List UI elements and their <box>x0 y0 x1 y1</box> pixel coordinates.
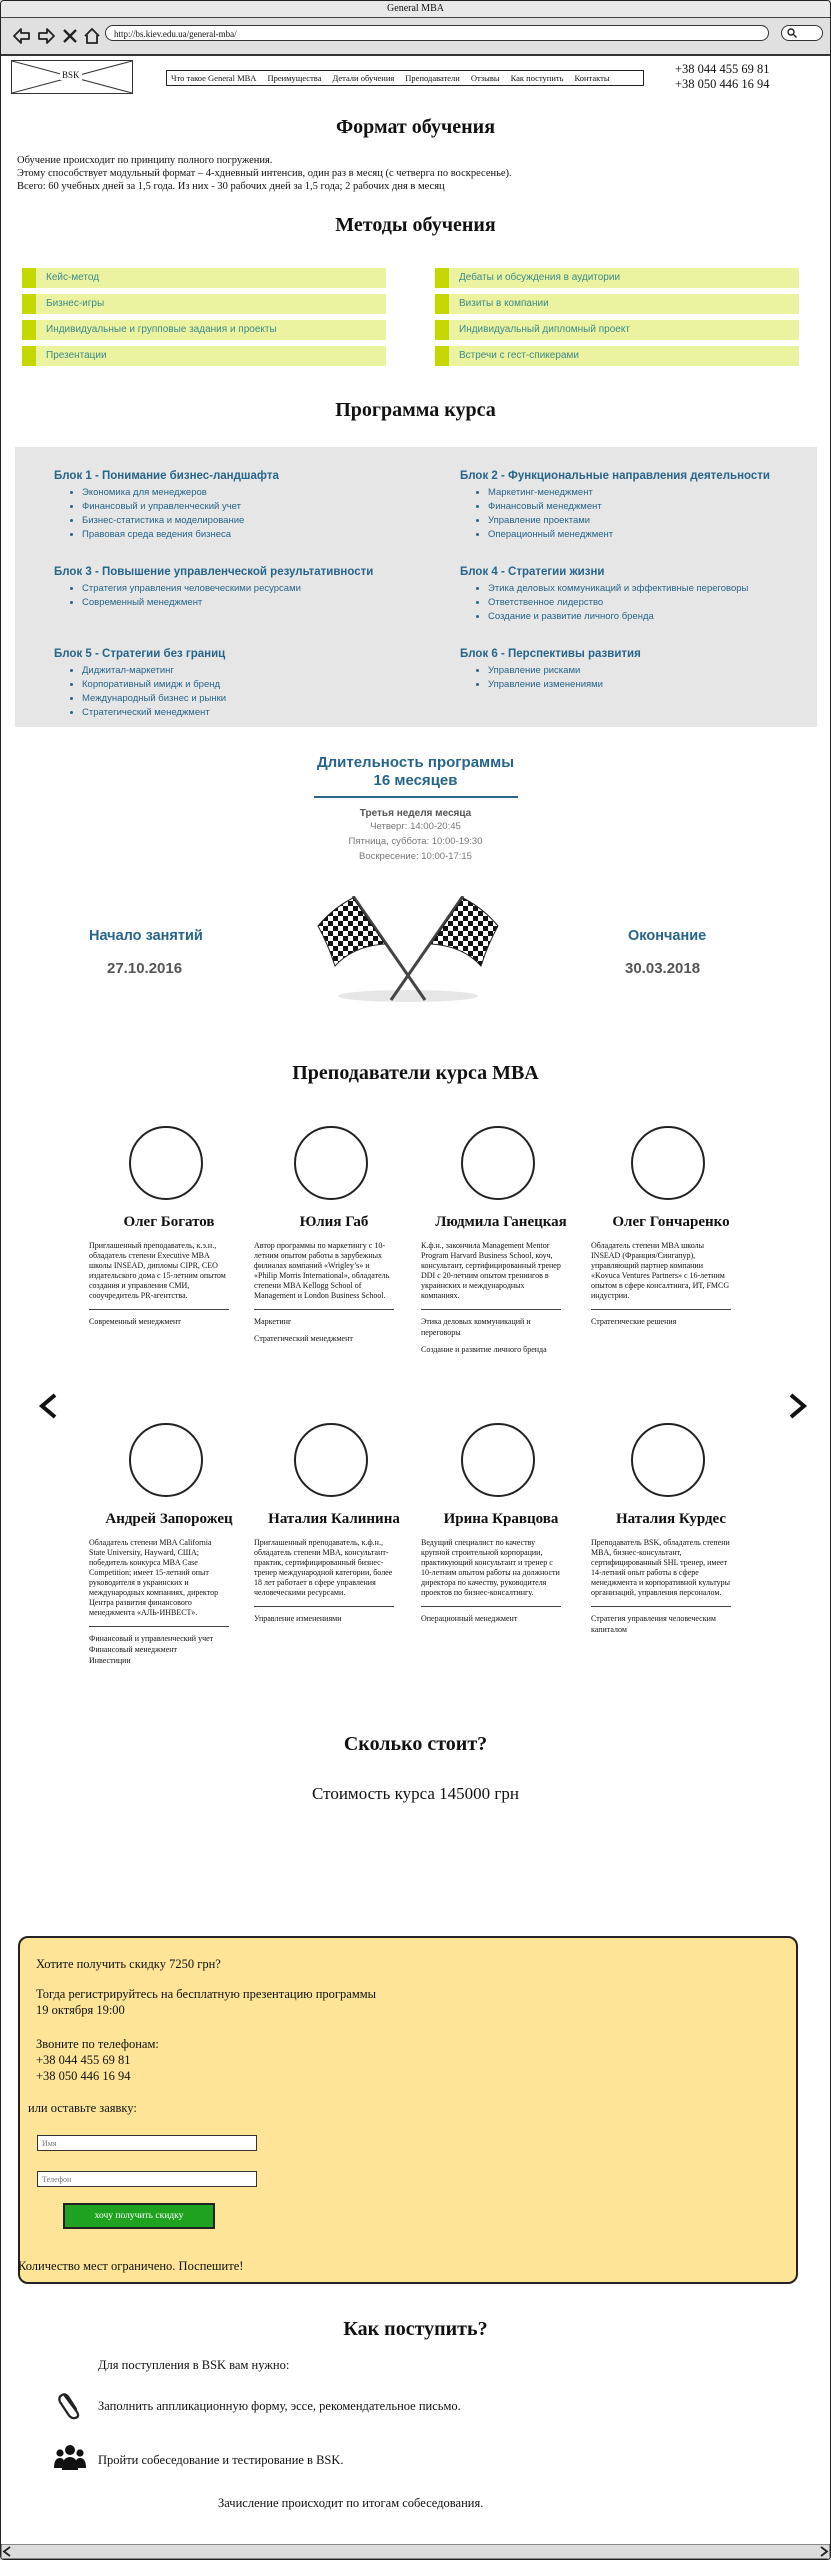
program-block-item: • Международный бизнес и рынки <box>82 692 226 706</box>
program-block-item: • Управление изменениями <box>488 678 641 692</box>
program-block-item: • Управление рисками <box>488 664 641 678</box>
teacher-course: Операционный менеджмент <box>421 1614 518 1623</box>
program-block-item: • Финансовый менеджмент <box>488 500 770 514</box>
teacher-photo <box>129 1423 203 1497</box>
teacher-name: Людмила Ганецкая <box>435 1214 567 1230</box>
start-date: 27.10.2016 <box>107 960 183 977</box>
teacher-photo <box>461 1423 535 1497</box>
teacher-name: Олег Богатов <box>123 1214 215 1230</box>
program-block-item: • Маркетинг-менеджмент <box>488 486 770 500</box>
program-block-item: • Правовая среда ведения бизнеса <box>82 528 279 542</box>
end-label: Окончание <box>628 928 707 944</box>
format-description <box>17 154 512 193</box>
teacher-courses <box>421 1613 571 1624</box>
teacher-divider <box>591 1309 731 1310</box>
menu-item-contacts[interactable]: Контакты <box>574 73 610 83</box>
teacher-card[interactable] <box>254 1423 414 1630</box>
program-block-title: Блок 2 - Функциональные направления деятельности <box>460 470 770 482</box>
teacher-name: Наталия Калинина <box>268 1511 400 1527</box>
apply-step-2: Пройти собеседование и тестирование в BSK. <box>98 2453 344 2467</box>
menu-item-details[interactable]: Детали обучения <box>332 73 395 83</box>
method-item: Презентации <box>22 346 386 366</box>
program-block-item: • Создание и развитие личного бренда <box>488 610 748 624</box>
program-block-3 <box>54 566 373 610</box>
menu-item-how-to-apply[interactable]: Как поступить <box>510 73 564 83</box>
teacher-courses <box>89 1316 239 1327</box>
program-block-item: • Стратегический менеджмент <box>82 706 226 720</box>
program-block-item: • Корпоративный имидж и бренд <box>82 678 226 692</box>
address-bar[interactable]: http://bs.kiev.edu.ua/general-mba/ <box>105 25 769 41</box>
teacher-course: Создание и развитие личного бренда <box>421 1345 547 1354</box>
teacher-bio: Преподаватель BSK, обладатель степени MBA, бизнес-консультант, сертифицированный SHL тренер, имеет 14-летний опыт работы в сфере менеджмента и корпоративной культуры организаций, управления персоналом. <box>591 1538 731 1597</box>
teacher-course: Маркетинг <box>254 1317 292 1326</box>
format-line: Всего: 60 учебных дней за 1,5 года. Из них - 30 рабочих дней за 1,5 года; 2 рабочих дня в месяц <box>17 181 445 192</box>
header-phone-1[interactable]: +38 044 455 69 81 <box>675 62 770 76</box>
teacher-courses <box>591 1316 741 1327</box>
checkered-flags-icon <box>313 896 503 1006</box>
teacher-course: Финансовый и управленческий учет <box>89 1634 214 1643</box>
teacher-course: Инвестиции <box>89 1656 131 1665</box>
teacher-bio: К.ф.н., закончила Management Mentor Program Harvard Business School, коуч, консультант, сертифицированный тренер DDI с 20-летним опытом тренингов в украинских и международных компаниях. <box>421 1241 561 1300</box>
program-block-item: • Этика деловых коммуникаций и эффективные переговоры <box>488 582 748 596</box>
program-block-item: • Диджитал-маркетинг <box>82 664 226 678</box>
program-block-item: • Бизнес-статистика и моделирование <box>82 514 279 528</box>
program-block-title: Блок 5 - Стратегии без границ <box>54 648 226 660</box>
program-block-5 <box>54 648 226 720</box>
duration-divider <box>314 796 518 798</box>
teacher-divider <box>89 1626 229 1627</box>
cost-title: Сколько стоит? <box>343 1733 488 1755</box>
program-block-item: • Операционный менеджмент <box>488 528 770 542</box>
teacher-courses <box>89 1633 239 1666</box>
discount-call-label: Звоните по телефонам: <box>36 2037 159 2051</box>
teacher-divider <box>254 1606 394 1607</box>
phone-input[interactable] <box>37 2171 257 2187</box>
program-block-2 <box>460 470 770 542</box>
apply-intro: Для поступления в BSK вам нужно: <box>98 2358 290 2372</box>
teacher-divider <box>89 1309 229 1310</box>
program-block-title: Блок 1 - Понимание бизнес-ландшафта <box>54 470 279 482</box>
program-block-6 <box>460 648 641 692</box>
menu-item-advantages[interactable]: Преимущества <box>267 73 322 83</box>
teacher-bio: Приглашенный преподаватель, к.ф.н., обладатель степени MBA, консультант-практик, сертифицированный бизнес-тренер международной категории, более 18 лет работает в сфере управления человеческими ресурсами. <box>254 1538 393 1597</box>
main-menu <box>166 70 644 86</box>
duration-schedule-line: Воскресение: 10:00-17:15 <box>359 851 472 862</box>
teacher-card[interactable] <box>89 1126 249 1333</box>
duration-title: Длительность программы <box>316 754 515 771</box>
close-x-icon[interactable] <box>61 27 79 45</box>
page-content <box>1 56 830 2559</box>
menu-item-what-is-mba[interactable]: Что такое General MBA <box>171 73 257 83</box>
teacher-photo <box>294 1126 368 1200</box>
carousel-next-arrow-icon[interactable] <box>787 1393 809 1419</box>
teacher-bio: Автор программы по маркетингу с 10-летним опытом работы в зарубежных филиалах компаний «Wrigley’s» и «Philip Morris International», обладатель степени MBA Kellogg School of Management и London Business School. <box>254 1241 390 1300</box>
menu-item-reviews[interactable]: Отзывы <box>470 73 500 83</box>
methods-title: Методы обучения <box>335 214 496 236</box>
program-block-item: • Современный менеджмент <box>82 596 373 610</box>
carousel-prev-arrow-icon[interactable] <box>37 1393 59 1419</box>
teacher-bio: Ведущий специалист по качеству крупной строительной корпорации, практикующий консультант и тренер с 10-летним опытом работы на должности директора по качеству, руководителя проектов по бизнес-консалтингу. <box>421 1538 560 1597</box>
program-title: Программа курса <box>335 399 496 421</box>
program-block-item: • Стратегия управления человеческими ресурсами <box>82 582 373 596</box>
teacher-name: Олег Гончаренко <box>612 1214 730 1230</box>
discount-phone-2[interactable]: +38 050 446 16 94 <box>36 2069 131 2083</box>
site-logo[interactable] <box>11 60 133 94</box>
discount-phone-1[interactable]: +38 044 455 69 81 <box>36 2053 131 2067</box>
browser-search-box[interactable] <box>781 25 823 41</box>
duration-week-label: Третья неделя месяца <box>359 808 472 819</box>
teacher-card[interactable] <box>421 1423 581 1630</box>
browser-toolbar <box>1 18 830 56</box>
discount-register-line-1: Тогда регистрируйтесь на бесплатную презентацию программы <box>36 1987 377 2001</box>
program-block-item: • Управление проектами <box>488 514 770 528</box>
name-input[interactable] <box>37 2135 257 2151</box>
teacher-courses <box>591 1613 741 1635</box>
teachers-title: Преподаватели курса MBA <box>292 1062 539 1084</box>
end-date: 30.03.2018 <box>625 960 701 977</box>
format-title: Формат обучения <box>335 116 496 138</box>
teacher-courses <box>421 1316 571 1355</box>
teacher-card[interactable] <box>591 1126 751 1333</box>
teacher-photo <box>461 1126 535 1200</box>
method-item: Дебаты и обсуждения в аудитории <box>435 268 799 288</box>
program-block-item: • Финансовый и управленческий учет <box>82 500 279 514</box>
teacher-name: Ирина Кравцова <box>443 1511 559 1527</box>
teacher-photo <box>294 1423 368 1497</box>
teacher-bio: Обладатель степени MBA California State University, Hayward, США; победитель конкурса MBA Case Competition; имеет 15-летний опыт руководителя в украинских и международных компаниях, директор Центра развития финансового менеджмента «АЛЬ-ИНВЕСТ». <box>89 1538 219 1617</box>
menu-item-teachers[interactable]: Преподаватели <box>405 73 460 83</box>
teacher-course: Стратегические решения <box>591 1317 677 1326</box>
forward-arrow-icon[interactable] <box>37 27 55 45</box>
method-item: Кейс-метод <box>22 268 386 288</box>
format-line: Обучение происходит по принципу полного погружения. <box>17 155 273 166</box>
apply-step-1: Заполнить аппликационную форму, эссе, рекомендательное письмо. <box>98 2399 461 2413</box>
program-block-title: Блок 6 - Перспективы развития <box>460 648 641 660</box>
program-block-title: Блок 4 - Стратегии жизни <box>460 566 605 578</box>
method-item: Индивидуальный дипломный проект <box>435 320 799 340</box>
teacher-courses <box>254 1613 404 1624</box>
apply-title: Как поступить? <box>343 2318 488 2340</box>
discount-form <box>18 1936 798 2284</box>
teacher-card[interactable] <box>591 1423 751 1641</box>
teacher-photo <box>631 1423 705 1497</box>
course-price: Стоимость курса 145000 грн <box>312 1784 519 1803</box>
teacher-name: Андрей Запорожец <box>105 1511 233 1527</box>
get-discount-button[interactable]: хочу получить скидку <box>63 2203 215 2229</box>
teacher-card[interactable] <box>254 1126 414 1350</box>
teacher-divider <box>591 1606 731 1607</box>
program-block-4 <box>460 566 748 624</box>
header-phones <box>675 62 770 92</box>
teacher-bio: Приглашенный преподаватель, к.э.н., обладатель степени Executive MBA школы INSEAD, дипломы CIPR, CEO издательского дома с 15-летним опытом создания и управления СМИ, сооучредитель PR-агентства. <box>89 1241 226 1300</box>
teacher-course: Управление изменениями <box>254 1614 342 1623</box>
logo-text: BSK <box>62 70 80 80</box>
method-item: Встречи с гест-спикерами <box>435 346 799 366</box>
paperclip-icon <box>55 2390 85 2420</box>
people-group-icon <box>53 2442 87 2472</box>
method-item: Визиты в компании <box>435 294 799 314</box>
method-item: Бизнес-игры <box>22 294 386 314</box>
teacher-card[interactable] <box>89 1423 249 1672</box>
header-phone-2[interactable]: +38 050 446 16 94 <box>675 77 770 91</box>
teacher-name: Наталия Курдес <box>615 1511 727 1527</box>
program-block-1 <box>54 470 279 542</box>
teacher-courses <box>254 1316 404 1344</box>
teacher-course: Этика деловых коммуникаций и переговоры <box>421 1317 531 1337</box>
start-label: Начало занятий <box>89 928 203 944</box>
duration-months: 16 месяцев <box>373 772 458 789</box>
teacher-divider <box>254 1309 394 1310</box>
duration-schedule-line: Четверг: 14:00-20:45 <box>370 821 461 832</box>
teacher-divider <box>421 1606 561 1607</box>
discount-limited-note: Количество мест ограничено. Поспешите! <box>18 2259 244 2273</box>
teacher-course: Стратегический менеджмент <box>254 1334 353 1343</box>
teacher-card[interactable] <box>421 1126 581 1361</box>
teacher-name: Юлия Габ <box>299 1214 369 1230</box>
teacher-course: Стратегия управления человеческим капиталом <box>591 1614 716 1634</box>
duration-panel <box>79 727 751 735</box>
program-block-title: Блок 3 - Повышение управленческой результативности <box>54 566 374 578</box>
search-icon <box>787 28 797 38</box>
home-icon[interactable] <box>83 27 101 45</box>
window-title: General MBA <box>1 1 830 18</box>
discount-headline: Хотите получить скидку 7250 грн? <box>36 1957 221 1971</box>
back-arrow-icon[interactable] <box>13 27 31 45</box>
teacher-course: Финансовый менеджмент <box>89 1645 178 1654</box>
teacher-bio: Обладатель степени MBA школы INSEAD (Франция/Сингапур), управляющий партнер компании «Kovuca Ventures Partners» с 16-летним опытом в сфере консалтинга, ИТ, FMCG индустрии. <box>591 1241 730 1300</box>
duration-schedule-line: Пятница, суббота: 10:00-19:30 <box>348 836 483 847</box>
method-item: Индивидуальные и групповые задания и проекты <box>22 320 386 340</box>
apply-note: Зачисление происходит по итогам собеседования. <box>218 2496 484 2510</box>
teacher-divider <box>421 1309 561 1310</box>
horizontal-scrollbar[interactable] <box>1 2544 830 2559</box>
teacher-photo <box>631 1126 705 1200</box>
duration-section <box>1 754 830 864</box>
program-block-item: • Экономика для менеджеров <box>82 486 279 500</box>
format-line: Этому способствует модульный формат – 4-хдневный интенсив, один раз в месяц (с четверга по воскресенье). <box>17 168 512 179</box>
discount-register-line-2: 19 октября 19:00 <box>36 2003 125 2017</box>
teacher-course: Современный менеджмент <box>89 1317 181 1326</box>
program-block-item: • Ответственное лидерство <box>488 596 748 610</box>
discount-or-label: или оставьте заявку: <box>28 2101 137 2115</box>
teacher-photo <box>129 1126 203 1200</box>
